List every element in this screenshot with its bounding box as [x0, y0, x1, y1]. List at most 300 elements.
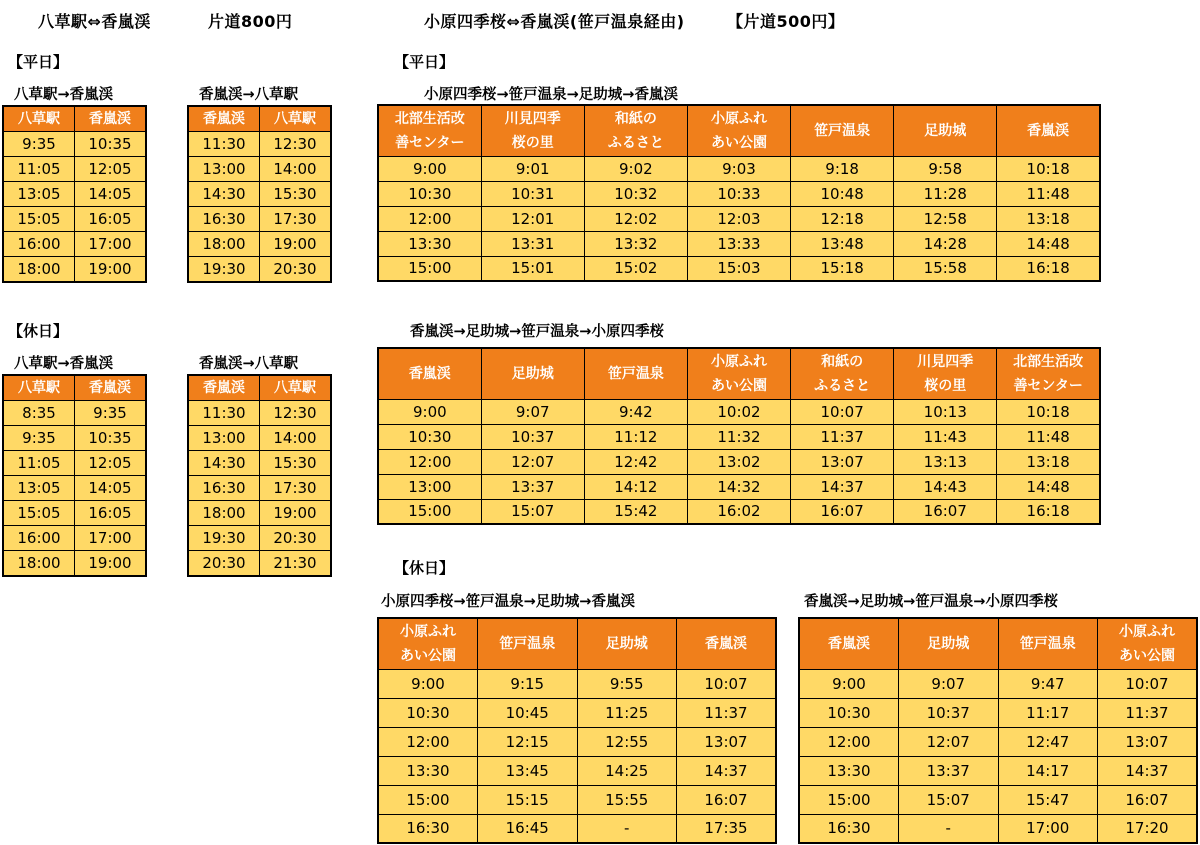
- time-cell: 19:30: [188, 257, 260, 282]
- table-row: [378, 698, 776, 727]
- time-cell: 10:37: [481, 424, 584, 449]
- time-cell: 17:20: [1098, 814, 1198, 843]
- time-cell: 10:02: [687, 399, 790, 424]
- time-cell: 17:00: [75, 526, 147, 551]
- time-cell: 11:30: [188, 401, 260, 426]
- column-header-text: 川見四季: [504, 110, 561, 127]
- time-cell: 12:30: [260, 132, 332, 157]
- column-header-text: 善センター: [395, 134, 465, 151]
- header-row: [188, 106, 331, 132]
- time-cell: 13:00: [378, 474, 481, 499]
- table-row: [3, 501, 146, 526]
- time-cell: 14:05: [75, 182, 147, 207]
- time-cell: 14:30: [188, 451, 260, 476]
- obara-holiday-inbound-table: [798, 617, 1198, 844]
- time-cell: 11:37: [791, 424, 894, 449]
- time-cell: 14:05: [75, 476, 147, 501]
- time-cell: 9:35: [3, 132, 75, 157]
- column-header: [997, 105, 1100, 156]
- time-cell: 10:30: [378, 698, 478, 727]
- time-cell: 20:30: [188, 551, 260, 576]
- table-row: [378, 231, 1100, 256]
- time-cell: 10:18: [997, 156, 1100, 181]
- column-header: [997, 348, 1100, 399]
- table-row: [3, 132, 146, 157]
- column-header-text: 足助城: [511, 365, 554, 382]
- header-row: [799, 618, 1197, 669]
- time-cell: 16:45: [478, 814, 578, 843]
- time-cell: 16:07: [791, 499, 894, 524]
- column-header-text: 足助城: [605, 635, 648, 652]
- time-cell: 10:18: [997, 399, 1100, 424]
- table-row: [3, 257, 146, 282]
- column-header: [378, 348, 481, 399]
- time-cell: 12:07: [899, 727, 999, 756]
- time-cell: 12:00: [378, 449, 481, 474]
- time-cell: 10:48: [791, 181, 894, 206]
- time-cell: 10:07: [791, 399, 894, 424]
- time-cell: 13:07: [1098, 727, 1198, 756]
- column-header: [899, 618, 999, 669]
- time-cell: 9:35: [3, 426, 75, 451]
- time-cell: 17:00: [998, 814, 1098, 843]
- time-cell: 15:00: [378, 785, 478, 814]
- time-cell: 15:30: [260, 182, 332, 207]
- time-cell: 12:07: [481, 449, 584, 474]
- time-cell: 13:32: [584, 231, 687, 256]
- table-row: [3, 526, 146, 551]
- route-b-fare: 【片道500円】: [727, 12, 845, 31]
- time-cell: 11:48: [997, 424, 1100, 449]
- time-cell: 16:00: [3, 526, 75, 551]
- time-cell: 15:05: [3, 501, 75, 526]
- yakusa-holiday-inbound-table: [187, 374, 332, 577]
- time-cell: 16:18: [997, 256, 1100, 281]
- time-cell: 11:25: [577, 698, 677, 727]
- time-cell: 19:30: [188, 526, 260, 551]
- time-cell: 16:30: [378, 814, 478, 843]
- time-cell: 9:00: [378, 156, 481, 181]
- table-row: [188, 526, 331, 551]
- obara-holiday-label: 【休日】: [394, 559, 455, 577]
- column-header: [799, 618, 899, 669]
- table-row: [378, 727, 776, 756]
- column-header-text: あい公園: [1119, 647, 1175, 664]
- table-row: [378, 206, 1100, 231]
- time-cell: 18:00: [3, 551, 75, 576]
- column-header-text: 香嵐渓: [408, 365, 451, 382]
- table-row: [188, 551, 331, 576]
- time-cell: 12:00: [799, 727, 899, 756]
- time-cell: 15:01: [481, 256, 584, 281]
- time-cell: 16:02: [687, 499, 790, 524]
- time-cell: 19:00: [75, 551, 147, 576]
- column-header-text: あい公園: [400, 647, 456, 664]
- time-cell: 15:15: [478, 785, 578, 814]
- time-cell: 13:00: [188, 157, 260, 182]
- time-cell: 13:13: [894, 449, 997, 474]
- column-header: [894, 348, 997, 399]
- table-row: [188, 501, 331, 526]
- column-header-text: 北部生活改: [394, 110, 465, 127]
- time-cell: 9:42: [584, 399, 687, 424]
- time-cell: 10:07: [677, 669, 777, 698]
- table-row: [799, 698, 1197, 727]
- header-row: [378, 618, 776, 669]
- column-header-text: 和紙の: [821, 353, 864, 370]
- yakusa-weekday-outbound-table: [2, 105, 147, 283]
- time-cell: 21:30: [260, 551, 332, 576]
- column-header-text: 香嵐渓: [203, 111, 245, 127]
- column-header: [687, 105, 790, 156]
- table-row: [378, 424, 1100, 449]
- table-row: [378, 814, 776, 843]
- time-cell: 19:00: [75, 257, 147, 282]
- column-header-text: 八草駅: [274, 380, 316, 396]
- route-a-title: 八草駅⇔香嵐渓: [38, 12, 151, 31]
- table-row: [3, 551, 146, 576]
- column-header-text: 和紙の: [614, 110, 657, 127]
- time-cell: 12:00: [378, 727, 478, 756]
- column-header-text: あい公園: [710, 134, 767, 151]
- column-header-text: 香嵐渓: [1027, 122, 1070, 139]
- time-cell: 19:00: [260, 501, 332, 526]
- time-cell: 15:00: [378, 499, 481, 524]
- table-row: [3, 426, 146, 451]
- time-cell: 16:30: [188, 476, 260, 501]
- column-header-text: 小原ふれ: [710, 110, 767, 127]
- table-row: [378, 785, 776, 814]
- time-cell: 11:48: [997, 181, 1100, 206]
- time-cell: 11:12: [584, 424, 687, 449]
- table-row: [378, 256, 1100, 281]
- table-row: [3, 182, 146, 207]
- column-header-text: 笹戸温泉: [814, 122, 871, 139]
- column-header-text: 足助城: [927, 635, 970, 652]
- column-header: [378, 105, 481, 156]
- column-header: [481, 348, 584, 399]
- time-cell: 14:00: [260, 157, 332, 182]
- time-cell: 12:05: [75, 451, 147, 476]
- time-cell: 10:07: [1098, 669, 1198, 698]
- time-cell: 11:05: [3, 157, 75, 182]
- table-row: [378, 156, 1100, 181]
- column-header-text: 八草駅: [18, 111, 60, 127]
- time-cell: 14:37: [791, 474, 894, 499]
- column-header: [260, 106, 332, 132]
- header-row: [3, 106, 146, 132]
- column-header: [577, 618, 677, 669]
- time-cell: 10:45: [478, 698, 578, 727]
- time-cell: 19:00: [260, 232, 332, 257]
- time-cell: 17:35: [677, 814, 777, 843]
- time-cell: 9:00: [799, 669, 899, 698]
- column-header: [378, 618, 478, 669]
- column-header-text: 小原ふれ: [710, 353, 767, 370]
- column-header: [3, 375, 75, 401]
- obara-holiday-in-title: 香嵐渓→足助城→笹戸温泉→小原四季桜: [804, 594, 1058, 610]
- yakusa-holiday-outbound-table: [2, 374, 147, 577]
- column-header-text: 八草駅: [18, 380, 60, 396]
- obara-weekday-inbound-table: [377, 347, 1101, 525]
- time-cell: 13:18: [997, 449, 1100, 474]
- table-row: [799, 785, 1197, 814]
- time-cell: 11:37: [677, 698, 777, 727]
- time-cell: 11:32: [687, 424, 790, 449]
- time-cell: 15:05: [3, 207, 75, 232]
- column-header-text: 桜の里: [924, 377, 967, 394]
- time-cell: 9:35: [75, 401, 147, 426]
- time-cell: 11:28: [894, 181, 997, 206]
- column-header-text: 香嵐渓: [203, 380, 245, 396]
- yakusa-weekday-in-title: 香嵐渓→八草駅: [199, 87, 299, 103]
- time-cell: 14:48: [997, 231, 1100, 256]
- time-cell: 12:47: [998, 727, 1098, 756]
- time-cell: 13:37: [899, 756, 999, 785]
- column-header-text: 香嵐渓: [89, 111, 131, 127]
- time-cell: 9:18: [791, 156, 894, 181]
- yakusa-weekday-out-title: 八草駅→香嵐渓: [14, 87, 114, 103]
- column-header-text: 八草駅: [274, 111, 316, 127]
- table-row: [799, 669, 1197, 698]
- time-cell: -: [577, 814, 677, 843]
- column-header: [75, 106, 147, 132]
- time-cell: 11:17: [998, 698, 1098, 727]
- column-header: [894, 105, 997, 156]
- header-row: [3, 375, 146, 401]
- column-header: [791, 348, 894, 399]
- time-cell: 10:30: [378, 424, 481, 449]
- table-row: [3, 157, 146, 182]
- table-row: [3, 476, 146, 501]
- table-row: [188, 132, 331, 157]
- time-cell: 13:18: [997, 206, 1100, 231]
- table-row: [3, 232, 146, 257]
- time-cell: 13:30: [378, 231, 481, 256]
- column-header-text: ふるさと: [814, 377, 871, 394]
- time-cell: 12:18: [791, 206, 894, 231]
- time-cell: 18:00: [188, 501, 260, 526]
- time-cell: 12:01: [481, 206, 584, 231]
- header-row: [378, 105, 1100, 156]
- time-cell: 13:45: [478, 756, 578, 785]
- column-header-text: 桜の里: [511, 134, 554, 151]
- column-header-text: 笹戸温泉: [1019, 635, 1076, 652]
- yakusa-holiday-label: 【休日】: [8, 322, 69, 340]
- time-cell: 13:48: [791, 231, 894, 256]
- time-cell: 13:31: [481, 231, 584, 256]
- time-cell: 13:02: [687, 449, 790, 474]
- time-cell: 15:00: [799, 785, 899, 814]
- time-cell: 13:30: [378, 756, 478, 785]
- time-cell: 14:43: [894, 474, 997, 499]
- table-row: [188, 401, 331, 426]
- time-cell: 15:58: [894, 256, 997, 281]
- obara-weekday-in-title: 香嵐渓→足助城→笹戸温泉→小原四季桜: [410, 324, 664, 340]
- time-cell: 13:05: [3, 476, 75, 501]
- column-header: [478, 618, 578, 669]
- obara-weekday-outbound-table: [377, 104, 1101, 282]
- time-cell: 9:47: [998, 669, 1098, 698]
- time-cell: 13:07: [791, 449, 894, 474]
- time-cell: 14:17: [998, 756, 1098, 785]
- table-row: [378, 669, 776, 698]
- time-cell: 9:58: [894, 156, 997, 181]
- table-row: [188, 426, 331, 451]
- column-header: [791, 105, 894, 156]
- time-cell: 14:30: [188, 182, 260, 207]
- column-header: [260, 375, 332, 401]
- time-cell: 10:32: [584, 181, 687, 206]
- column-header: [584, 348, 687, 399]
- yakusa-holiday-out-title: 八草駅→香嵐渓: [14, 356, 114, 372]
- column-header: [188, 375, 260, 401]
- time-cell: 12:03: [687, 206, 790, 231]
- time-cell: 16:30: [188, 207, 260, 232]
- time-cell: 14:37: [677, 756, 777, 785]
- obara-holiday-out-title: 小原四季桜→笹戸温泉→足助城→香嵐渓: [381, 594, 635, 610]
- table-row: [378, 756, 776, 785]
- time-cell: 14:12: [584, 474, 687, 499]
- time-cell: 16:07: [1098, 785, 1198, 814]
- time-cell: 12:15: [478, 727, 578, 756]
- route-b-title: 小原四季桜⇔香嵐渓(笹戸温泉経由): [424, 12, 685, 31]
- time-cell: 17:30: [260, 207, 332, 232]
- column-header: [75, 375, 147, 401]
- time-cell: 15:30: [260, 451, 332, 476]
- time-cell: 14:00: [260, 426, 332, 451]
- column-header: [687, 348, 790, 399]
- time-cell: 11:05: [3, 451, 75, 476]
- time-cell: 10:31: [481, 181, 584, 206]
- table-row: [188, 182, 331, 207]
- column-header: [3, 106, 75, 132]
- table-row: [799, 814, 1197, 843]
- time-cell: 15:18: [791, 256, 894, 281]
- table-row: [188, 207, 331, 232]
- obara-weekday-label: 【平日】: [394, 53, 455, 71]
- table-row: [188, 476, 331, 501]
- column-header-text: 笹戸温泉: [607, 365, 664, 382]
- column-header-text: 香嵐渓: [89, 380, 131, 396]
- table-row: [188, 451, 331, 476]
- column-header-text: 足助城: [924, 122, 967, 139]
- time-cell: 18:00: [3, 257, 75, 282]
- column-header-text: 小原ふれ: [400, 623, 456, 640]
- time-cell: 8:35: [3, 401, 75, 426]
- time-cell: 12:42: [584, 449, 687, 474]
- time-cell: 10:37: [899, 698, 999, 727]
- time-cell: 10:35: [75, 132, 147, 157]
- header-row: [188, 375, 331, 401]
- column-header-text: ふるさと: [607, 134, 664, 151]
- time-cell: 16:05: [75, 207, 147, 232]
- column-header: [584, 105, 687, 156]
- table-row: [3, 207, 146, 232]
- column-header-text: 善センター: [1013, 377, 1083, 394]
- column-header-text: 北部生活改: [1013, 353, 1084, 370]
- time-cell: 13:30: [799, 756, 899, 785]
- time-cell: 15:47: [998, 785, 1098, 814]
- time-cell: 9:15: [478, 669, 578, 698]
- column-header: [1098, 618, 1198, 669]
- time-cell: 9:55: [577, 669, 677, 698]
- obara-weekday-out-title: 小原四季桜→笹戸温泉→足助城→香嵐渓: [424, 87, 678, 103]
- route-a-fare: 片道800円: [208, 12, 293, 31]
- table-row: [378, 181, 1100, 206]
- time-cell: 16:05: [75, 501, 147, 526]
- obara-holiday-outbound-table: [377, 617, 777, 844]
- time-cell: 16:00: [3, 232, 75, 257]
- column-header-text: 香嵐渓: [705, 635, 747, 652]
- table-row: [3, 401, 146, 426]
- time-cell: 17:00: [75, 232, 147, 257]
- column-header: [677, 618, 777, 669]
- time-cell: 9:07: [899, 669, 999, 698]
- time-cell: 9:02: [584, 156, 687, 181]
- table-row: [188, 257, 331, 282]
- time-cell: 14:32: [687, 474, 790, 499]
- time-cell: 9:01: [481, 156, 584, 181]
- time-cell: 11:30: [188, 132, 260, 157]
- time-cell: 12:00: [378, 206, 481, 231]
- yakusa-weekday-inbound-table: [187, 105, 332, 283]
- time-cell: 10:35: [75, 426, 147, 451]
- time-cell: 14:25: [577, 756, 677, 785]
- yakusa-holiday-in-title: 香嵐渓→八草駅: [199, 356, 299, 372]
- table-row: [799, 727, 1197, 756]
- time-cell: 10:30: [378, 181, 481, 206]
- column-header: [481, 105, 584, 156]
- table-row: [188, 157, 331, 182]
- column-header: [998, 618, 1098, 669]
- table-row: [799, 756, 1197, 785]
- column-header-text: 川見四季: [917, 353, 974, 370]
- time-cell: 16:07: [677, 785, 777, 814]
- time-cell: 13:00: [188, 426, 260, 451]
- time-cell: 14:37: [1098, 756, 1198, 785]
- time-cell: 11:43: [894, 424, 997, 449]
- time-cell: -: [899, 814, 999, 843]
- table-row: [378, 399, 1100, 424]
- column-header-text: 香嵐渓: [828, 635, 870, 652]
- time-cell: 15:02: [584, 256, 687, 281]
- column-header-text: 笹戸温泉: [499, 635, 556, 652]
- time-cell: 13:37: [481, 474, 584, 499]
- time-cell: 13:05: [3, 182, 75, 207]
- time-cell: 15:42: [584, 499, 687, 524]
- time-cell: 9:07: [481, 399, 584, 424]
- header-row: [378, 348, 1100, 399]
- time-cell: 16:18: [997, 499, 1100, 524]
- table-row: [378, 449, 1100, 474]
- time-cell: 15:07: [899, 785, 999, 814]
- time-cell: 9:00: [378, 399, 481, 424]
- column-header-text: 小原ふれ: [1119, 623, 1175, 640]
- table-row: [3, 451, 146, 476]
- time-cell: 11:37: [1098, 698, 1198, 727]
- time-cell: 10:30: [799, 698, 899, 727]
- column-header: [188, 106, 260, 132]
- yakusa-weekday-label: 【平日】: [8, 53, 69, 71]
- table-row: [378, 474, 1100, 499]
- table-row: [188, 232, 331, 257]
- time-cell: 18:00: [188, 232, 260, 257]
- time-cell: 9:03: [687, 156, 790, 181]
- time-cell: 15:00: [378, 256, 481, 281]
- time-cell: 20:30: [260, 257, 332, 282]
- time-cell: 12:05: [75, 157, 147, 182]
